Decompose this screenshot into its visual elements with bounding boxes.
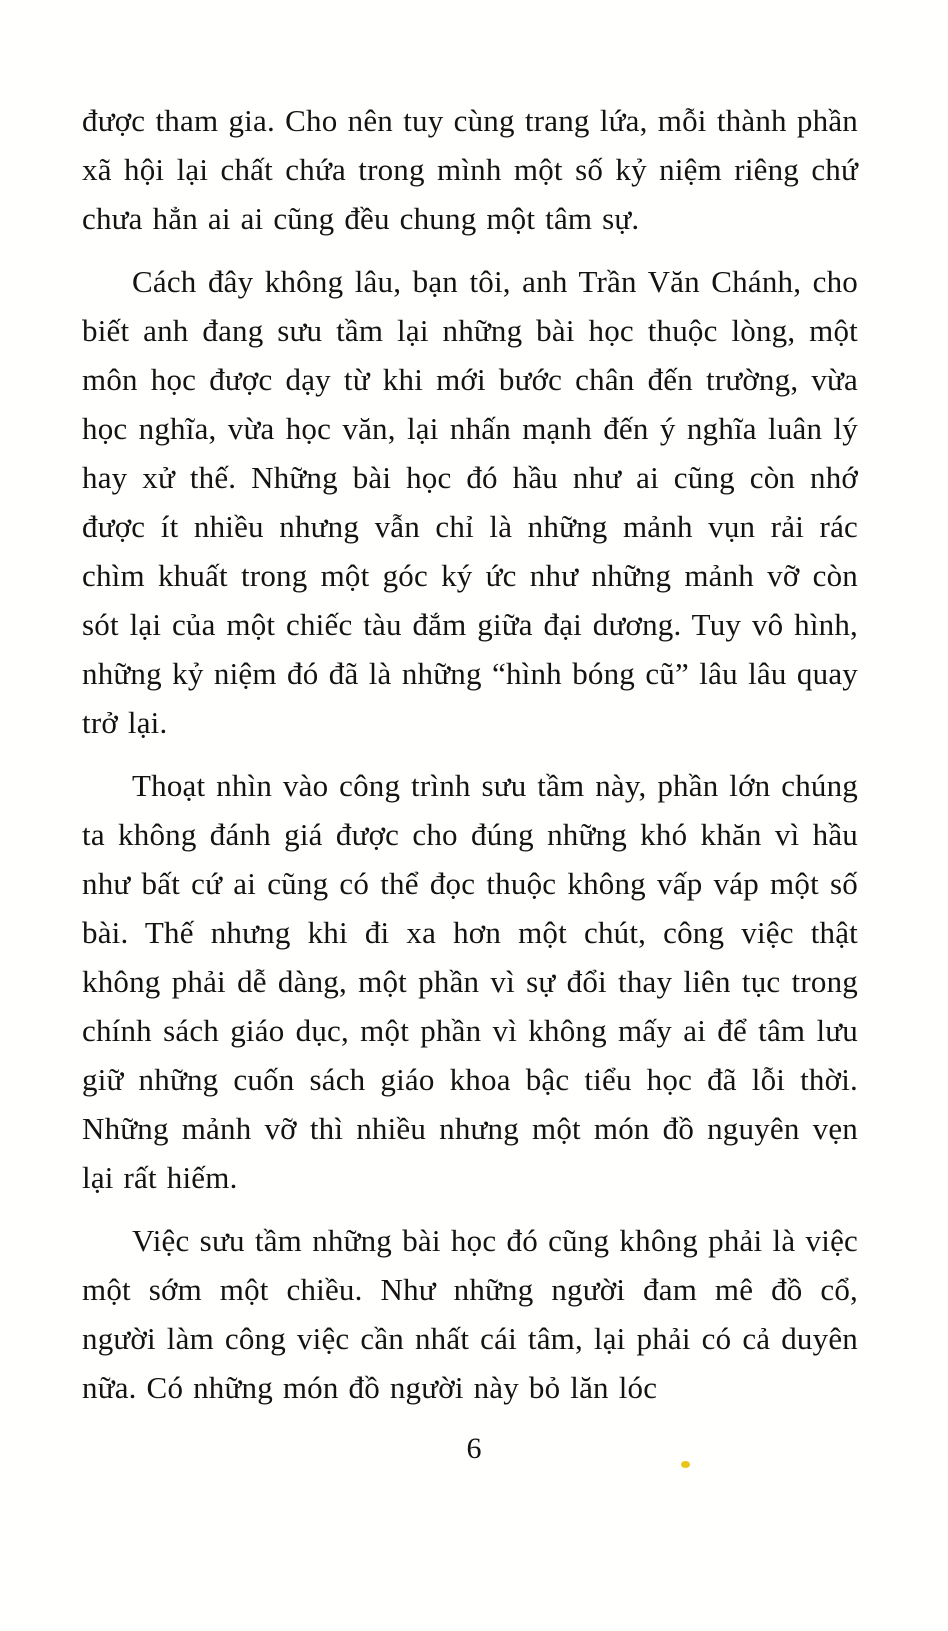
paragraph: Thoạt nhìn vào công trình sưu tầm này, phần lớn chúng ta không đánh giá được cho đúng những khó khăn vì hầu như bất cứ ai cũng có thể đọc thuộc không vấp váp một số bài. Thế nhưng khi đi xa hơn một chút, công việc thật không phải dễ dàng, một phần vì sự đổi thay liên tục trong chính sách giáo dục, một phần vì không mấy ai để tâm lưu giữ những cuốn sách giáo khoa bậc tiểu học đã lỗi thời. Những mảnh vỡ thì nhiều nhưng một món đồ nguyên vẹn lại rất hiếm. [82, 768, 858, 1195]
paragraph: Việc sưu tầm những bài học đó cũng không phải là việc một sớm một chiều. Như những người đam mê đồ cổ, người làm công việc cần nhất cái tâm, lại phải có cả duyên nữa. Có những món đồ người này bỏ lăn lóc [82, 1223, 858, 1405]
paragraph: Cách đây không lâu, bạn tôi, anh Trần Văn Chánh, cho biết anh đang sưu tầm lại những bài học thuộc lòng, một môn học được dạy từ khi mới bước chân đến trường, vừa học nghĩa, vừa học văn, lại nhấn mạnh đến ý nghĩa luân lý hay xử thế. Những bài học đó hầu như ai cũng còn nhớ được ít nhiều nhưng vẫn chỉ là những mảnh vụn rải rác chìm khuất trong một góc ký ức như những mảnh vỡ còn sót lại của một chiếc tàu đắm giữa đại dương. Tuy vô hình, những kỷ niệm đó đã là những “hình bóng cũ” lâu lâu quay trở lại. [82, 264, 858, 740]
paragraph-continuation: được tham gia. Cho nên tuy cùng trang lứa, mỗi thành phần xã hội lại chất chứa trong mình một số kỷ niệm riêng chứ chưa hẳn ai ai cũng đều chung một tâm sự. [82, 103, 858, 236]
page-text-block [82, 96, 858, 1426]
scan-artifact-speck [681, 1461, 690, 1468]
page-number: 6 [466, 1432, 482, 1465]
